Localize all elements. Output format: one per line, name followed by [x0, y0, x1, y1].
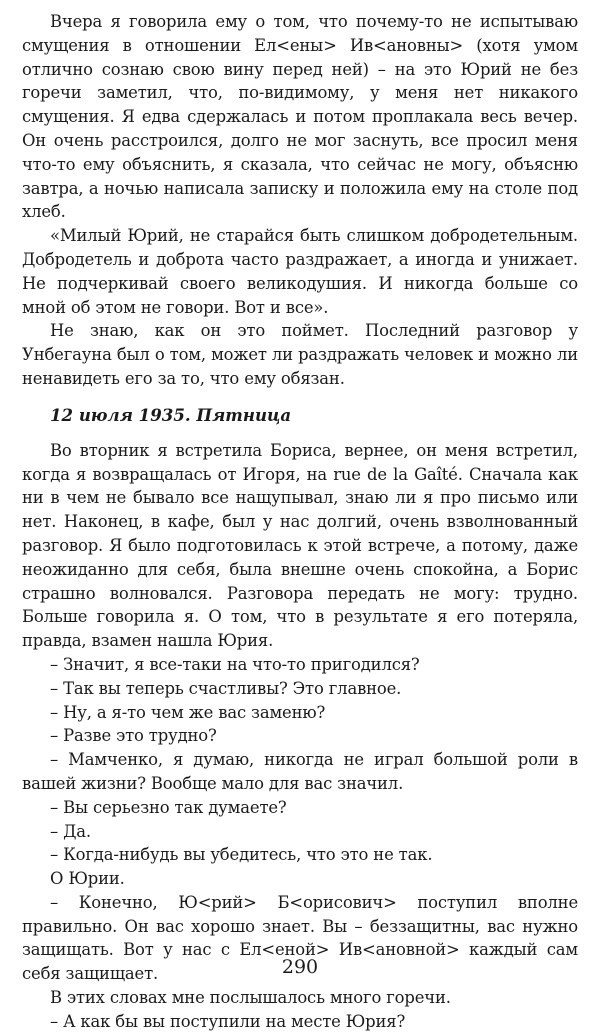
dialogue-line: – Мамченко, я думаю, никогда не играл большой роли в вашей жизни? Вообще мало для вас значил. [22, 750, 578, 793]
paragraph-3: Не знаю, как он это поймет. Последний разговор у Унбегауна был о том, может ли раздражать человек и можно ли ненавидеть его за то, что ему обязан. [22, 321, 578, 388]
narration-line: В этих словах мне послышалось много горечи. [50, 988, 451, 1008]
paragraph-2: «Милый Юрий, не старайся быть слишком добродетельным. Добродетель и доброта часто раздражает, а иногда и унижает. Не подчеркивай своего великодушия. И никогда больше со мной об этом не говори. Вот и все». [22, 226, 578, 317]
dialogue-line: – Значит, я все-таки на что-то пригодился? [50, 654, 420, 674]
dialogue-line: – Да. [50, 821, 91, 841]
page-number: 290 [281, 956, 319, 978]
paragraph-4: Во вторник я встретила Бориса, вернее, он меня встретил, когда я возвращалась от Игоря, на rue de la Gaîté. Сначала как ни в чем не бывало все нащупывал, знаю ли я про письмо или нет. Наконец, в кафе, был у нас долгий, очень взволнованный разговор. Я было подготовилась к этой встрече, а потому, даже неожиданно для себя, была внешне очень спокойна, а Борис страшно волновался. Разговора передать не могу: трудно. Больше говорила я. О том, что в результате я его потеряла, правда, взамен нашла Юрия. [22, 440, 578, 651]
dialogue-line: – А как бы вы поступили на месте Юрия? [50, 1011, 406, 1031]
dialogue-line: – Когда-нибудь вы убедитесь, что это не так. [50, 845, 433, 865]
dialogue-line: – Так вы теперь счастливы? Это главное. [50, 678, 402, 698]
entry-heading: 12 июля 1935. Пятница [50, 404, 292, 425]
paragraph-1: Вчера я говорила ему о том, что почему-то не испытываю смущения в отношении Ел<ены> Ив<ановны> (хотя умом отлично сознаю свою вину перед ней) – на это Юрий не без горечи заметил, что, по-видимому, у меня нет никакого смущения. Я едва сдержалась и потом проплакала весь вечер. Он очень расстроился, долго не мог заснуть, все просил меня что-то ему объяснить, я сказала, что сейчас не могу, объясню завтра, а ночью написала записку и положила ему на столе под хлеб. [22, 12, 578, 222]
dialogue-line: – Вы серьезно так думаете? [50, 797, 287, 817]
narration-line: О Юрии. [50, 869, 125, 889]
page-body [22, 10, 578, 1034]
dialogue-line: – Конечно, Ю<рий> Б<орисович> поступил вполне правильно. Он вас хорошо знает. Вы – беззащитны, вас нужно защищать. Вот у нас с Ел<еной> Ив<ановной> каждый сам себя защищает. [22, 892, 578, 984]
dialogue-line: – Ну, а я-то чем же вас заменю? [50, 702, 326, 722]
dialogue-line: – Разве это трудно? [50, 726, 217, 746]
